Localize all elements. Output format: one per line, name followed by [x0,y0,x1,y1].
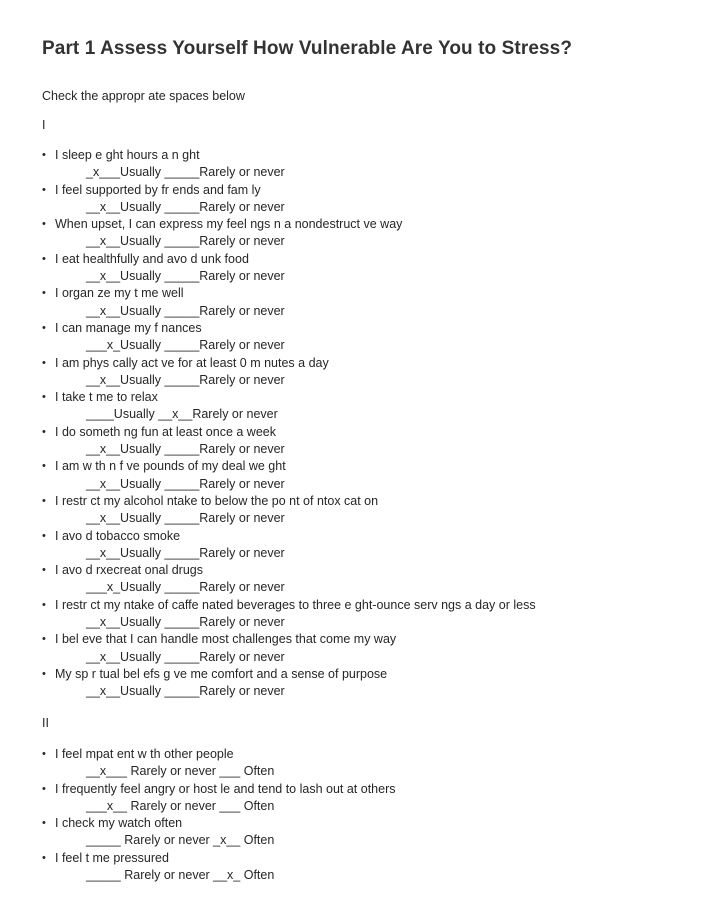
bullet-icon: • [42,356,46,369]
question-text: I feel t me pressured [55,850,169,865]
answer-line: ___x_Usually _____Rarely or never [86,580,285,595]
list-item [42,666,536,701]
list-item [42,424,536,459]
answer-line: _x___Usually _____Rarely or never [86,165,285,180]
bullet-icon: • [42,817,46,830]
bullet-icon: • [42,149,46,161]
answer-line: __x__Usually _____Rarely or never [86,372,285,387]
answer-line: __x__Usually _____Rarely or never [86,199,285,214]
question-line [42,458,536,475]
instructions-text: Check the appropr ate spaces below [42,89,245,103]
question-text: I avo d rxecreat onal drugs [55,563,203,578]
question-line [42,781,396,798]
answer-line: __x__Usually _____Rarely or never [86,511,285,526]
question-line [42,182,536,199]
question-text: My sp r tual bel efs g ve me comfort and a sense of purpose [55,666,388,681]
answer-line: __x__Usually _____Rarely or never [86,269,285,284]
page-title: Part 1 Assess Yourself How Vulnerable Are You to Stress? [42,38,573,59]
question-line [42,355,536,372]
question-text: I avo d tobacco smoke [55,528,181,543]
list-item [42,147,536,182]
answer-line: _____ Rarely or never _x__ Often [86,833,275,848]
question-text: I sleep e ght hours a n ght [55,148,200,162]
bullet-icon: • [42,460,46,473]
answer-line: __x__Usually _____Rarely or never [86,442,285,457]
question-text: I restr ct my alcohol ntake to below the po nt of ntox cat on [55,493,379,508]
question-line [42,285,536,302]
question-text: I do someth ng fun at least once a week [55,424,276,439]
bullet-icon: • [42,218,46,231]
question-line [42,528,536,545]
question-text: I am phys cally act ve for at least 0 m nutes a day [55,355,329,370]
question-line [42,389,536,406]
list-item [42,389,536,424]
question-line [42,631,536,648]
list-item [42,781,396,816]
question-line [42,815,396,832]
bullet-icon: • [42,494,46,507]
bullet-icon: • [42,667,46,680]
question-line [42,147,536,164]
list-item [42,285,536,320]
bullet-icon: • [42,391,46,404]
question-text: I feel supported by fr ends and fam ly [55,182,261,197]
list-item [42,850,396,885]
list-item [42,631,536,666]
question-text: I frequently feel angry or host le and tend to lash out at others [55,781,396,796]
question-text: I feel mpat ent w th other people [55,747,234,761]
answer-line: __x__Usually _____Rarely or never [86,234,285,249]
bullet-icon: • [42,564,46,577]
question-line [42,597,536,614]
section-2-label: II [42,716,49,730]
question-text: I check my watch often [55,816,183,831]
section-1-label: I [42,118,46,132]
question-line [42,666,536,683]
question-text: When upset, I can express my feel ngs n a nondestruct ve way [55,217,403,232]
bullet-icon: • [42,633,46,646]
answer-line: __x__Usually _____Rarely or never [86,615,285,630]
question-text: I am w th n f ve pounds of my deal we ght [55,459,286,474]
answer-line: __x__Usually _____Rarely or never [86,649,285,664]
question-line [42,216,536,233]
question-line [42,320,536,337]
list-item [42,251,536,286]
question-text: I eat healthfully and avo d unk food [55,251,249,266]
answer-line: __x__Usually _____Rarely or never [86,303,285,318]
bullet-icon: • [42,183,46,196]
list-item [42,746,396,781]
answer-line: __x___ Rarely or never ___ Often [86,764,275,779]
list-item [42,320,536,355]
list-item [42,216,536,251]
answer-line: ____Usually __x__Rarely or never [86,407,278,422]
question-line [42,746,396,763]
question-text: I restr ct my ntake of caffe nated beverages to three e ght-ounce serv ngs a day or less [55,597,536,612]
question-text: I organ ze my t me well [55,286,184,301]
bullet-icon: • [42,782,46,795]
question-line [42,493,536,510]
answer-line: __x__Usually _____Rarely or never [86,545,285,560]
section-2-list [42,746,396,884]
answer-line: __x__Usually _____Rarely or never [86,476,285,491]
question-text: I can manage my f nances [55,320,202,335]
answer-line: _____ Rarely or never __x_ Often [86,868,275,883]
question-line [42,562,536,579]
bullet-icon: • [42,425,46,438]
question-line [42,424,536,441]
question-line [42,850,396,867]
question-text: I take t me to relax [55,390,158,405]
bullet-icon: • [42,851,46,864]
list-item [42,182,536,217]
bullet-icon: • [42,529,46,542]
list-item [42,815,396,850]
answer-line: ___x_Usually _____Rarely or never [86,338,285,353]
list-item [42,458,536,493]
question-text: I bel eve that I can handle most challenges that come my way [55,632,397,647]
list-item [42,597,536,632]
list-item [42,528,536,563]
bullet-icon: • [42,252,46,265]
bullet-icon: • [42,748,46,760]
answer-line: ___x__ Rarely or never ___ Often [86,798,275,813]
list-item [42,562,536,597]
list-item [42,493,536,528]
section-1-list [42,147,536,701]
list-item [42,355,536,390]
answer-line: __x__Usually _____Rarely or never [86,684,285,699]
bullet-icon: • [42,287,46,300]
question-line [42,251,536,268]
bullet-icon: • [42,598,46,611]
bullet-icon: • [42,321,46,334]
